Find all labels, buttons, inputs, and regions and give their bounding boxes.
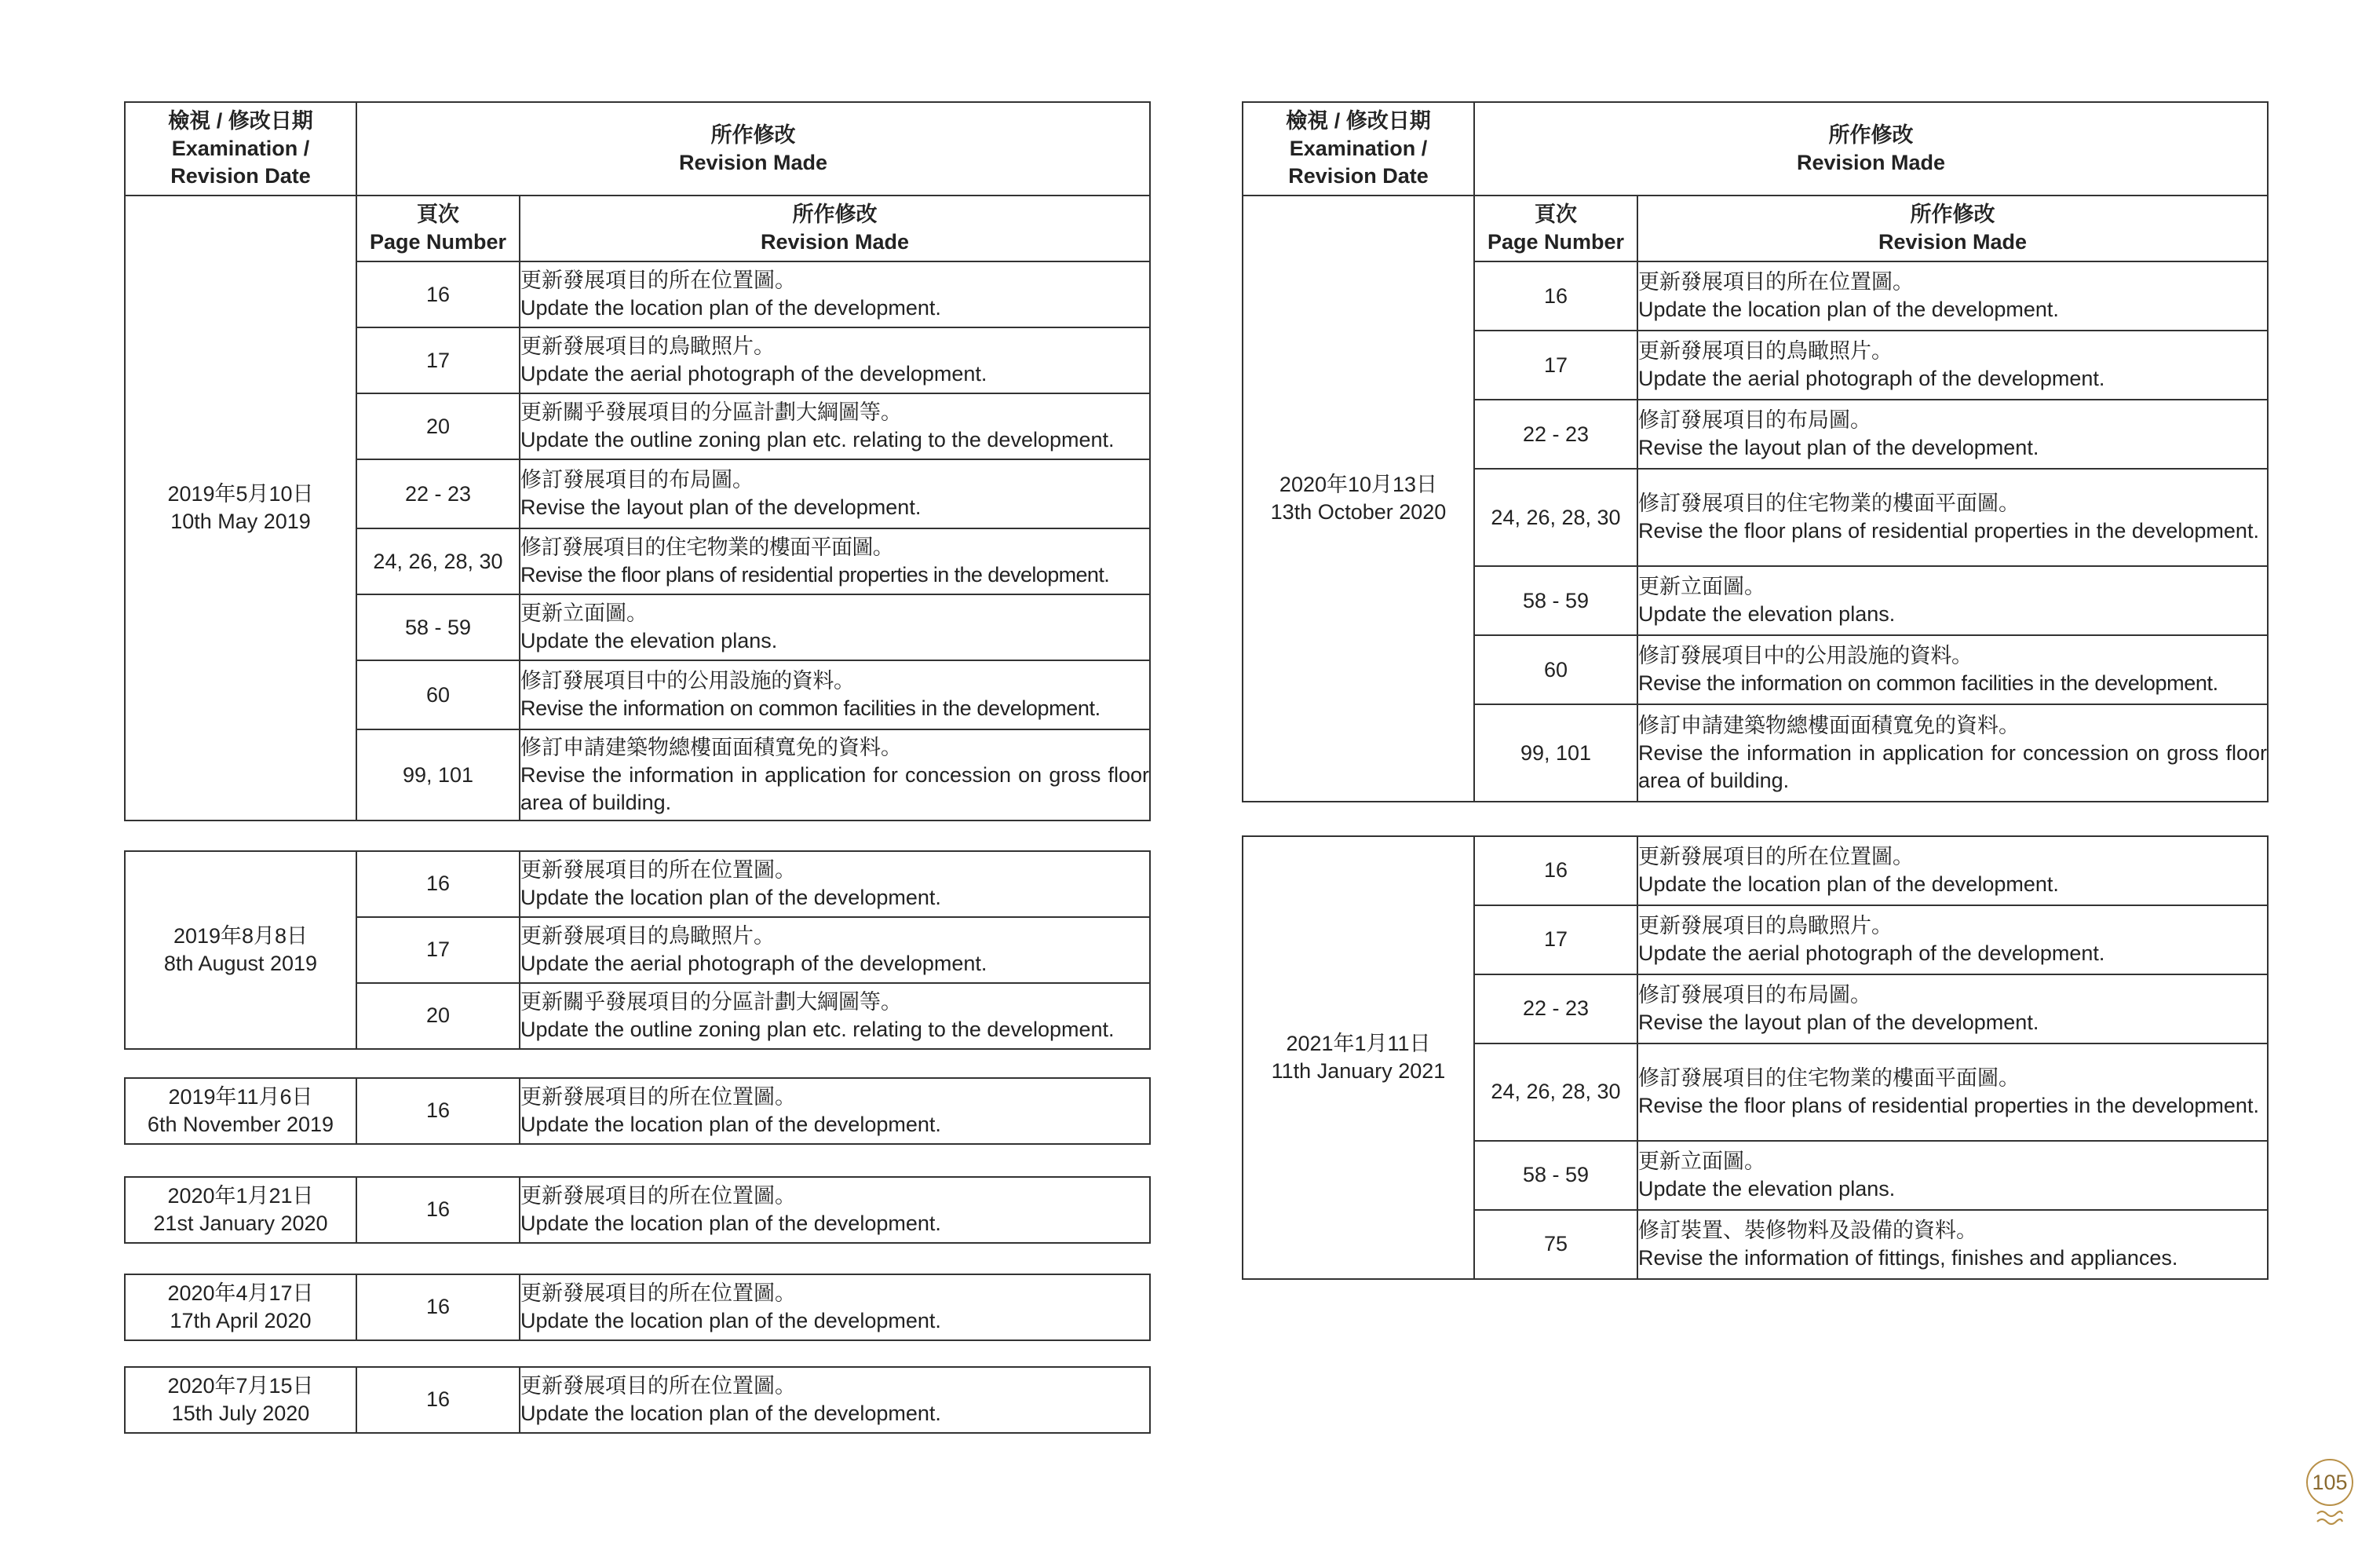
date-zh: 2020年1月21日 xyxy=(167,1183,314,1208)
desc-en: Update the location plan of the development. xyxy=(520,1402,941,1425)
desc-en: Revise the information of fittings, finishes and appliances. xyxy=(1638,1246,2178,1270)
desc-en: Revise the layout plan of the development. xyxy=(1638,1011,2039,1034)
header-date-zh: 檢視 / 修改日期 xyxy=(168,109,313,133)
header-date-en-2: Revision Date xyxy=(170,164,311,188)
desc-en: Update the aerial photograph of the development. xyxy=(1638,367,2105,391)
revision-desc xyxy=(1637,566,2268,635)
desc-zh: 更新發展項目的所在位置圖。 xyxy=(520,1183,796,1208)
revision-table-2021-01-11 xyxy=(1242,835,2269,1280)
desc-en: Update the location plan of the development. xyxy=(520,296,941,320)
desc-en: Update the location plan of the development. xyxy=(1638,298,2059,322)
revision-table-2020-07-15 xyxy=(124,1366,1151,1434)
page-number: 58 - 59 xyxy=(1474,1141,1637,1210)
date-cell xyxy=(125,196,356,821)
revision-desc xyxy=(1637,836,2268,905)
date-cell xyxy=(1243,836,1474,1279)
desc-zh: 修訂裝置、裝修物料及設備的資料。 xyxy=(1638,1218,1977,1242)
page-number: 17 xyxy=(356,917,520,983)
revision-desc xyxy=(520,528,1150,594)
date-zh: 2020年10月13日 xyxy=(1279,473,1438,497)
page-number: 16 xyxy=(356,1078,520,1144)
date-zh: 2019年5月10日 xyxy=(167,482,314,506)
revision-desc xyxy=(1637,261,2268,331)
desc-en: Update the location plan of the development. xyxy=(520,1309,941,1332)
date-zh: 2020年4月17日 xyxy=(167,1281,314,1305)
page-number: 16 xyxy=(356,1367,520,1433)
desc-zh: 更新發展項目的所在位置圖。 xyxy=(520,1281,796,1305)
desc-zh: 修訂發展項目的住宅物業的樓面平面圖。 xyxy=(1638,492,2020,516)
desc-zh: 修訂發展項目的住宅物業的樓面平面圖。 xyxy=(520,535,894,560)
page-number: 20 xyxy=(356,393,520,459)
desc-en: Revise the floor plans of residential properties in the development. xyxy=(520,563,1110,587)
desc-zh: 更新發展項目的所在位置圖。 xyxy=(520,1084,796,1109)
page-number: 24, 26, 28, 30 xyxy=(356,528,520,594)
revision-desc xyxy=(520,327,1150,393)
desc-zh: 更新發展項目的所在位置圖。 xyxy=(520,269,796,293)
revision-desc xyxy=(1637,331,2268,400)
page-number: 22 - 23 xyxy=(1474,974,1637,1043)
desc-zh: 更新發展項目的所在位置圖。 xyxy=(520,1373,796,1398)
revision-desc xyxy=(1637,469,2268,566)
desc-zh: 更新發展項目的所在位置圖。 xyxy=(1638,844,1914,868)
header-revision xyxy=(1474,102,2268,196)
table-row xyxy=(125,1078,1150,1144)
date-en: 11th January 2021 xyxy=(1271,1059,1446,1083)
desc-zh: 更新立面圖。 xyxy=(1638,575,1765,599)
page-number: 17 xyxy=(1474,905,1637,974)
header-date-en-1: Examination / xyxy=(1289,137,1428,161)
desc-en: Update the location plan of the development. xyxy=(520,886,941,909)
date-cell xyxy=(125,851,356,1049)
desc-en: Update the location plan of the development. xyxy=(520,1212,941,1235)
revision-desc xyxy=(1637,704,2268,802)
desc-en: Update the location plan of the development. xyxy=(520,1113,941,1136)
date-en: 8th August 2019 xyxy=(163,952,318,975)
revision-desc xyxy=(1637,400,2268,469)
page-number: 22 - 23 xyxy=(356,459,520,528)
desc-zh: 修訂發展項目中的公用設施的資料。 xyxy=(1638,644,1973,668)
header-revision-made xyxy=(1637,196,2268,261)
desc-en: Update the outline zoning plan etc. relating to the development. xyxy=(520,1018,1115,1041)
date-cell xyxy=(125,1367,356,1433)
header-date xyxy=(1243,102,1474,196)
page-number: 58 - 59 xyxy=(1474,566,1637,635)
desc-en: Update the elevation plans. xyxy=(1638,602,1896,627)
wave-ornament-icon xyxy=(2316,1508,2344,1528)
header-rev-zh: 所作修改 xyxy=(1910,203,1995,227)
header-revision-zh: 所作修改 xyxy=(710,122,796,147)
revision-desc xyxy=(520,851,1150,917)
desc-en: Update the aerial photograph of the development. xyxy=(520,362,987,386)
desc-zh: 修訂發展項目中的公用設施的資料。 xyxy=(520,669,855,693)
revision-desc xyxy=(520,1078,1150,1144)
desc-en: Revise the information on common facilities in the development. xyxy=(520,696,1101,721)
date-en: 17th April 2020 xyxy=(170,1309,312,1332)
header-revision-en: Revision Made xyxy=(678,150,828,174)
date-cell xyxy=(125,1274,356,1340)
header-page-en: Page Number xyxy=(369,230,507,254)
revision-desc xyxy=(1637,635,2268,704)
header-rev-en: Revision Made xyxy=(760,230,910,254)
revision-desc xyxy=(1637,1141,2268,1210)
desc-en: Update the outline zoning plan etc. relating to the development. xyxy=(520,428,1115,452)
page-number: 17 xyxy=(356,327,520,393)
header-rev-zh: 所作修改 xyxy=(792,203,878,227)
table-row xyxy=(125,1177,1150,1243)
revision-desc xyxy=(520,1367,1150,1433)
revision-desc xyxy=(520,459,1150,528)
date-en: 10th May 2019 xyxy=(170,510,311,534)
revision-desc xyxy=(520,1274,1150,1340)
table-row xyxy=(1243,836,2268,905)
desc-zh: 更新發展項目的所在位置圖。 xyxy=(520,857,796,882)
revision-desc xyxy=(1637,974,2268,1043)
desc-zh: 更新立面圖。 xyxy=(1638,1149,1765,1173)
page-number: 16 xyxy=(1474,261,1637,331)
page-number: 16 xyxy=(356,261,520,327)
table-row xyxy=(125,1367,1150,1433)
desc-zh: 修訂申請建築物總樓面面積寬免的資料。 xyxy=(520,735,902,759)
desc-zh: 更新發展項目的鳥瞰照片。 xyxy=(1638,913,1893,937)
table-row xyxy=(125,1274,1150,1340)
revision-table-2019-11-06 xyxy=(124,1077,1151,1145)
date-en: 15th July 2020 xyxy=(171,1402,310,1425)
page-number: 16 xyxy=(356,1274,520,1340)
header-revision-made xyxy=(520,196,1150,261)
desc-zh: 更新立面圖。 xyxy=(520,601,648,626)
header-revision-zh: 所作修改 xyxy=(1828,122,1914,147)
revision-desc xyxy=(520,1177,1150,1243)
desc-en: Update the aerial photograph of the development. xyxy=(1638,941,2105,965)
header-revision xyxy=(356,102,1150,196)
page-number: 75 xyxy=(1474,1210,1637,1279)
page-number: 16 xyxy=(356,1177,520,1243)
desc-en: Revise the floor plans of residential properties in the development. xyxy=(1638,1094,2259,1117)
revision-desc xyxy=(520,594,1150,660)
revision-desc xyxy=(1637,905,2268,974)
revision-desc xyxy=(520,393,1150,459)
revision-table-2019-08-08 xyxy=(124,850,1151,1050)
desc-en: Revise the information in application for concession on gross floor area of building. xyxy=(1638,740,2267,793)
desc-zh: 更新發展項目的所在位置圖。 xyxy=(1638,270,1914,294)
date-cell xyxy=(1243,196,1474,802)
desc-zh: 修訂發展項目的住宅物業的樓面平面圖。 xyxy=(1638,1065,2020,1090)
header-revision-en: Revision Made xyxy=(1796,150,1946,174)
page-number-badge: 105 xyxy=(2306,1459,2353,1506)
page-number: 60 xyxy=(356,660,520,729)
desc-zh: 更新關乎發展項目的分區計劃大綱圖等。 xyxy=(520,400,902,425)
page-number: 24, 26, 28, 30 xyxy=(1474,1043,1637,1141)
page-number: 99, 101 xyxy=(1474,704,1637,802)
revision-desc xyxy=(520,660,1150,729)
header-page-zh: 頁次 xyxy=(417,203,459,227)
revision-desc xyxy=(520,983,1150,1049)
revision-table-2020-01-21 xyxy=(124,1176,1151,1244)
date-zh: 2019年8月8日 xyxy=(173,923,308,948)
page-number: 60 xyxy=(1474,635,1637,704)
page-number: 16 xyxy=(1474,836,1637,905)
page-number: 17 xyxy=(1474,331,1637,400)
desc-zh: 更新發展項目的鳥瞰照片。 xyxy=(520,923,775,948)
desc-zh: 更新發展項目的鳥瞰照片。 xyxy=(520,334,775,359)
revision-desc xyxy=(520,729,1150,821)
page-number: 16 xyxy=(356,851,520,917)
header-page-number xyxy=(1474,196,1637,261)
page-number: 20 xyxy=(356,983,520,1049)
date-cell xyxy=(125,1177,356,1243)
desc-en: Update the aerial photograph of the development. xyxy=(520,952,987,975)
date-en: 21st January 2020 xyxy=(153,1212,328,1235)
desc-en: Revise the layout plan of the development. xyxy=(1638,436,2039,460)
page-number: 22 - 23 xyxy=(1474,400,1637,469)
date-zh: 2020年7月15日 xyxy=(167,1373,314,1398)
desc-zh: 修訂發展項目的布局圖。 xyxy=(520,468,754,492)
date-zh: 2021年1月11日 xyxy=(1286,1031,1431,1055)
page-number: 24, 26, 28, 30 xyxy=(1474,469,1637,566)
desc-zh: 修訂發展項目的布局圖。 xyxy=(1638,982,1871,1007)
header-date xyxy=(125,102,356,196)
desc-en: Revise the layout plan of the development. xyxy=(520,495,922,520)
desc-en: Revise the floor plans of residential properties in the development. xyxy=(1638,519,2259,543)
revision-table-2020-10-13 xyxy=(1242,101,2269,802)
header-date-en-2: Revision Date xyxy=(1288,164,1429,188)
header-date-en-1: Examination / xyxy=(171,137,310,161)
table-row xyxy=(125,851,1150,917)
desc-en: Revise the information in application for concession on gross floor area of building. xyxy=(520,762,1149,815)
date-en: 6th November 2019 xyxy=(147,1113,334,1136)
header-page-en: Page Number xyxy=(1487,230,1625,254)
page-number: 58 - 59 xyxy=(356,594,520,660)
desc-en: Update the location plan of the development. xyxy=(1638,872,2059,896)
revision-table-2020-04-17 xyxy=(124,1274,1151,1341)
revision-table-2019-05-10 xyxy=(124,101,1151,821)
header-page-number xyxy=(356,196,520,261)
date-cell xyxy=(125,1078,356,1144)
desc-en: Update the elevation plans. xyxy=(1638,1177,1896,1201)
header-date-zh: 檢視 / 修改日期 xyxy=(1286,109,1431,133)
desc-zh: 更新發展項目的鳥瞰照片。 xyxy=(1638,339,1893,364)
desc-en: Revise the information on common facilities in the development. xyxy=(1638,671,2218,696)
revision-desc xyxy=(1637,1210,2268,1279)
header-rev-en: Revision Made xyxy=(1878,230,2028,254)
revision-desc xyxy=(520,917,1150,983)
desc-zh: 修訂發展項目的布局圖。 xyxy=(1638,408,1871,433)
header-page-zh: 頁次 xyxy=(1535,203,1577,227)
revision-desc xyxy=(520,261,1150,327)
desc-en: Update the elevation plans. xyxy=(520,629,778,653)
date-en: 13th October 2020 xyxy=(1270,500,1447,524)
revision-desc xyxy=(1637,1043,2268,1141)
desc-zh: 修訂申請建築物總樓面面積寬免的資料。 xyxy=(1638,713,2020,737)
page-number: 99, 101 xyxy=(356,729,520,821)
desc-zh: 更新關乎發展項目的分區計劃大綱圖等。 xyxy=(520,989,902,1014)
date-zh: 2019年11月6日 xyxy=(168,1084,313,1109)
